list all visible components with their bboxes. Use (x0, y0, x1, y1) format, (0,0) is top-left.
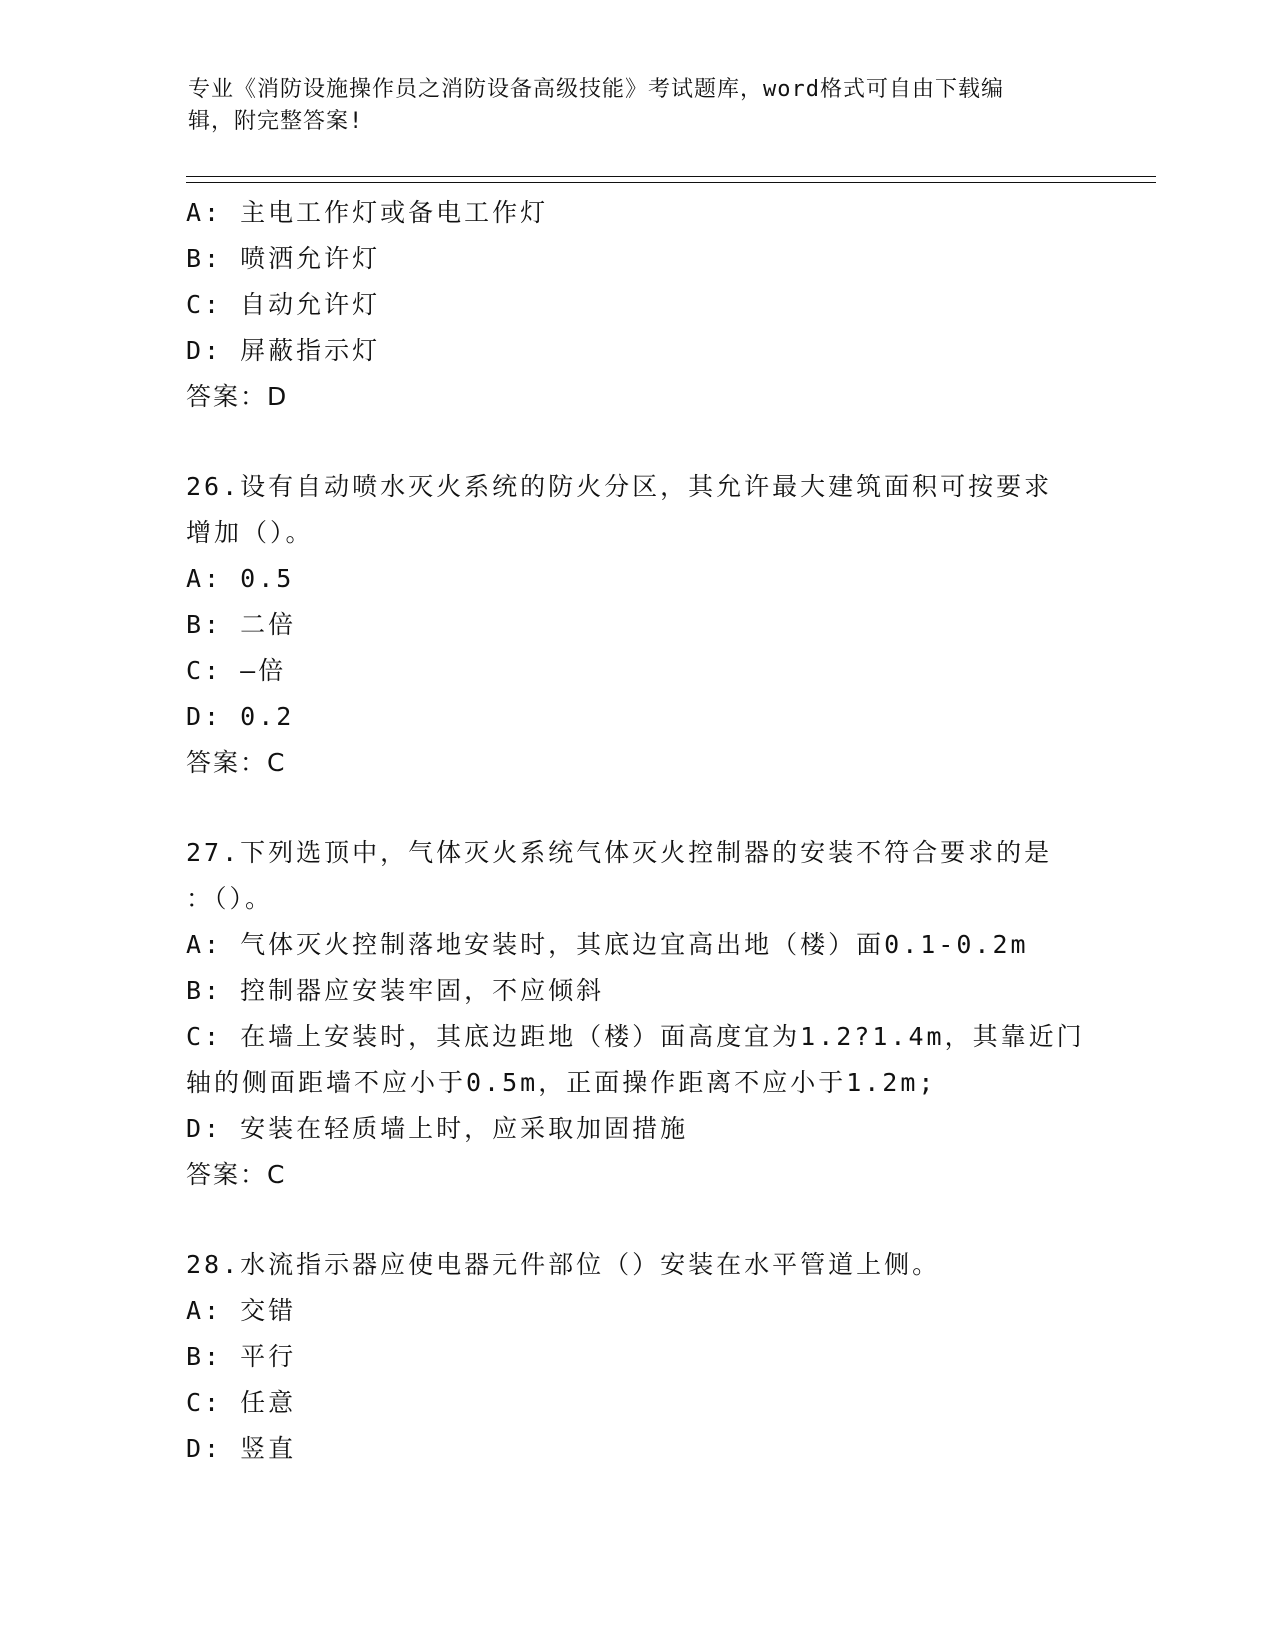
option-c: C: 自动允许灯 (186, 290, 381, 319)
option-b: B: 喷洒允许灯 (186, 244, 381, 273)
answer: 答案：C (186, 1160, 287, 1189)
question-26 (186, 464, 1086, 786)
question-27 (186, 830, 1086, 1198)
option-a: A: 气体灭火控制落地安装时，其底边宜高出地（楼）面0.1-0.2m (186, 930, 1029, 959)
option-b: B: 二倍 (186, 610, 297, 639)
answer: 答案：D (186, 382, 289, 411)
question-25 (186, 190, 1086, 420)
answer: 答案：C (186, 748, 287, 777)
question-list (186, 190, 1086, 1516)
option-c: C: 在墙上安装时，其底边距地（楼）面高度宜为1.2?1.4m，其靠近门 (186, 1022, 1085, 1051)
question-stem-line-2: 增加（）。 (186, 518, 314, 547)
header-line-2: 辑，附完整答案! (188, 109, 364, 134)
option-a: A: 0.5 (186, 564, 295, 593)
question-28 (186, 1242, 1086, 1472)
option-a: A: 交错 (186, 1296, 297, 1325)
question-stem-line-1: 26.设有自动喷水灭火系统的防火分区，其允许最大建筑面积可按要求 (186, 472, 1053, 501)
header-divider-bottom (186, 182, 1156, 183)
option-d: D: 竖直 (186, 1434, 297, 1463)
header-divider-top (186, 176, 1156, 177)
option-c-continued: 轴的侧面距墙不应小于0.5m，正面操作距离不应小于1.2m; (186, 1068, 937, 1097)
option-a: A: 主电工作灯或备电工作灯 (186, 198, 549, 227)
header-line-1: 专业《消防设施操作员之消防设备高级技能》考试题库，word格式可自由下载编 (188, 77, 1004, 102)
option-d: D: 屏蔽指示灯 (186, 336, 381, 365)
option-d: D: 安装在轻质墙上时，应采取加固措施 (186, 1114, 689, 1143)
option-c: C: —倍 (186, 656, 287, 685)
option-b: B: 平行 (186, 1342, 297, 1371)
question-stem-line-1: 28.水流指示器应使电器元件部位（）安装在水平管道上侧。 (186, 1250, 941, 1279)
option-d: D: 0.2 (186, 702, 295, 731)
option-b: B: 控制器应安装牢固，不应倾斜 (186, 976, 605, 1005)
question-stem-line-2: ：（）。 (186, 884, 274, 913)
option-c: C: 任意 (186, 1388, 297, 1417)
question-stem-line-1: 27.下列选顶中，气体灭火系统气体灭火控制器的安装不符合要求的是 (186, 838, 1053, 867)
document-header (188, 74, 1068, 138)
